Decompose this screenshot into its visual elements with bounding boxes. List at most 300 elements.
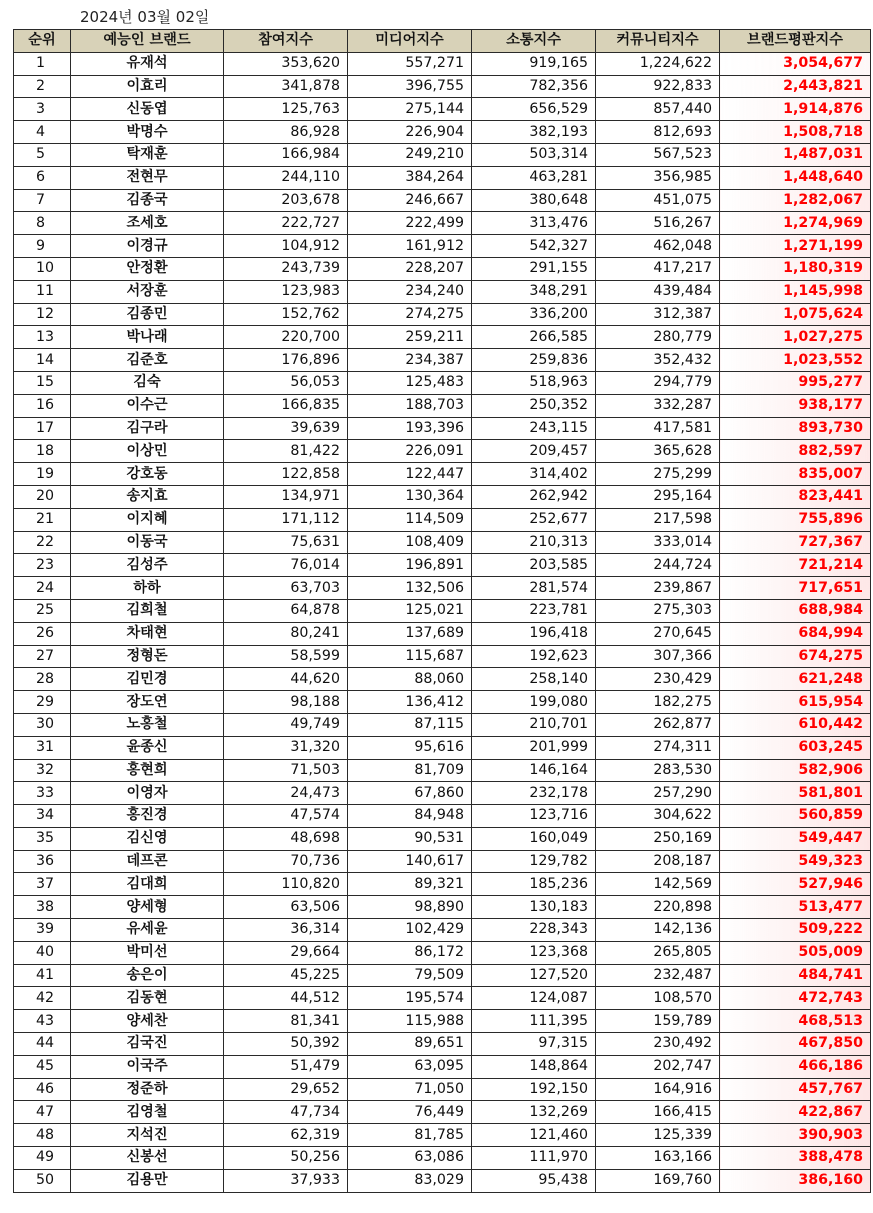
- name-cell: 이경규: [71, 235, 224, 258]
- community-cell: 857,440: [596, 98, 720, 121]
- rank-cell: 38: [14, 896, 71, 919]
- participation-cell: 56,053: [224, 371, 348, 394]
- participation-cell: 353,620: [224, 52, 348, 75]
- table-row: [14, 98, 871, 121]
- communication-cell: 228,343: [472, 919, 596, 942]
- communication-cell: 192,150: [472, 1078, 596, 1101]
- brand-reputation-table: [13, 29, 871, 1193]
- participation-cell: 44,512: [224, 987, 348, 1010]
- brand-score-cell: 755,896: [720, 508, 871, 531]
- header-media-index: 미디어지수: [348, 30, 472, 53]
- name-cell: 정형돈: [71, 645, 224, 668]
- communication-cell: 348,291: [472, 280, 596, 303]
- name-cell: 이상민: [71, 440, 224, 463]
- rank-cell: 7: [14, 189, 71, 212]
- media-cell: 122,447: [348, 463, 472, 486]
- communication-cell: 262,942: [472, 485, 596, 508]
- table-row: [14, 691, 871, 714]
- table-row: [14, 52, 871, 75]
- rank-cell: 15: [14, 371, 71, 394]
- brand-score-cell: 615,954: [720, 691, 871, 714]
- community-cell: 257,290: [596, 782, 720, 805]
- participation-cell: 122,858: [224, 463, 348, 486]
- brand-score-cell: 621,248: [720, 668, 871, 691]
- table-row: [14, 713, 871, 736]
- brand-score-cell: 835,007: [720, 463, 871, 486]
- name-cell: 김민경: [71, 668, 224, 691]
- media-cell: 63,095: [348, 1055, 472, 1078]
- rank-cell: 45: [14, 1055, 71, 1078]
- brand-score-cell: 390,903: [720, 1124, 871, 1147]
- name-cell: 김희철: [71, 599, 224, 622]
- table-row: [14, 896, 871, 919]
- brand-score-cell: 549,447: [720, 827, 871, 850]
- table-row: [14, 280, 871, 303]
- community-cell: 244,724: [596, 554, 720, 577]
- table-row: [14, 599, 871, 622]
- brand-score-cell: 1,027,275: [720, 326, 871, 349]
- media-cell: 95,616: [348, 736, 472, 759]
- rank-cell: 1: [14, 52, 71, 75]
- brand-score-cell: 938,177: [720, 394, 871, 417]
- participation-cell: 71,503: [224, 759, 348, 782]
- community-cell: 182,275: [596, 691, 720, 714]
- participation-cell: 104,912: [224, 235, 348, 258]
- table-row: [14, 759, 871, 782]
- community-cell: 439,484: [596, 280, 720, 303]
- table-row: [14, 1169, 871, 1192]
- rank-cell: 20: [14, 485, 71, 508]
- media-cell: 125,021: [348, 599, 472, 622]
- name-cell: 이효리: [71, 75, 224, 98]
- rank-cell: 43: [14, 1010, 71, 1033]
- brand-score-cell: 1,508,718: [720, 121, 871, 144]
- brand-score-cell: 505,009: [720, 941, 871, 964]
- media-cell: 89,321: [348, 873, 472, 896]
- community-cell: 142,569: [596, 873, 720, 896]
- community-cell: 169,760: [596, 1169, 720, 1192]
- media-cell: 226,091: [348, 440, 472, 463]
- communication-cell: 281,574: [472, 577, 596, 600]
- table-row: [14, 964, 871, 987]
- media-cell: 234,240: [348, 280, 472, 303]
- header-participation-index: 참여지수: [224, 30, 348, 53]
- table-row: [14, 554, 871, 577]
- name-cell: 김영철: [71, 1101, 224, 1124]
- community-cell: 567,523: [596, 143, 720, 166]
- media-cell: 87,115: [348, 713, 472, 736]
- participation-cell: 47,734: [224, 1101, 348, 1124]
- table-body: [14, 52, 871, 1192]
- communication-cell: 201,999: [472, 736, 596, 759]
- media-cell: 125,483: [348, 371, 472, 394]
- media-cell: 222,499: [348, 212, 472, 235]
- media-cell: 274,275: [348, 303, 472, 326]
- table-row: [14, 508, 871, 531]
- community-cell: 163,166: [596, 1147, 720, 1170]
- participation-cell: 176,896: [224, 349, 348, 372]
- media-cell: 71,050: [348, 1078, 472, 1101]
- rank-cell: 2: [14, 75, 71, 98]
- table-row: [14, 440, 871, 463]
- community-cell: 250,169: [596, 827, 720, 850]
- name-cell: 홍진경: [71, 805, 224, 828]
- participation-cell: 244,110: [224, 166, 348, 189]
- name-cell: 지석진: [71, 1124, 224, 1147]
- participation-cell: 75,631: [224, 531, 348, 554]
- participation-cell: 166,984: [224, 143, 348, 166]
- table-row: [14, 987, 871, 1010]
- community-cell: 265,805: [596, 941, 720, 964]
- name-cell: 노홍철: [71, 713, 224, 736]
- brand-score-cell: 1,180,319: [720, 257, 871, 280]
- participation-cell: 36,314: [224, 919, 348, 942]
- media-cell: 76,449: [348, 1101, 472, 1124]
- brand-score-cell: 560,859: [720, 805, 871, 828]
- table-row: [14, 1033, 871, 1056]
- table-row: [14, 235, 871, 258]
- participation-cell: 64,878: [224, 599, 348, 622]
- brand-score-cell: 472,743: [720, 987, 871, 1010]
- table-row: [14, 622, 871, 645]
- rank-cell: 24: [14, 577, 71, 600]
- rank-cell: 16: [14, 394, 71, 417]
- table-row: [14, 463, 871, 486]
- community-cell: 125,339: [596, 1124, 720, 1147]
- media-cell: 81,709: [348, 759, 472, 782]
- communication-cell: 503,314: [472, 143, 596, 166]
- table-row: [14, 1101, 871, 1124]
- brand-score-cell: 893,730: [720, 417, 871, 440]
- brand-score-cell: 684,994: [720, 622, 871, 645]
- table-header-row: [14, 30, 871, 53]
- media-cell: 137,689: [348, 622, 472, 645]
- rank-cell: 36: [14, 850, 71, 873]
- community-cell: 516,267: [596, 212, 720, 235]
- name-cell: 김종국: [71, 189, 224, 212]
- table-row: [14, 827, 871, 850]
- communication-cell: 656,529: [472, 98, 596, 121]
- media-cell: 140,617: [348, 850, 472, 873]
- rank-cell: 9: [14, 235, 71, 258]
- header-community-index: 커뮤니티지수: [596, 30, 720, 53]
- name-cell: 차태현: [71, 622, 224, 645]
- name-cell: 김구라: [71, 417, 224, 440]
- brand-score-cell: 466,186: [720, 1055, 871, 1078]
- participation-cell: 220,700: [224, 326, 348, 349]
- participation-cell: 134,971: [224, 485, 348, 508]
- table-row: [14, 850, 871, 873]
- rank-cell: 31: [14, 736, 71, 759]
- community-cell: 164,916: [596, 1078, 720, 1101]
- communication-cell: 209,457: [472, 440, 596, 463]
- media-cell: 83,029: [348, 1169, 472, 1192]
- media-cell: 79,509: [348, 964, 472, 987]
- participation-cell: 39,639: [224, 417, 348, 440]
- brand-score-cell: 995,277: [720, 371, 871, 394]
- brand-score-cell: 1,274,969: [720, 212, 871, 235]
- community-cell: 202,747: [596, 1055, 720, 1078]
- name-cell: 신동엽: [71, 98, 224, 121]
- community-cell: 232,487: [596, 964, 720, 987]
- media-cell: 98,890: [348, 896, 472, 919]
- participation-cell: 171,112: [224, 508, 348, 531]
- communication-cell: 124,087: [472, 987, 596, 1010]
- name-cell: 전현무: [71, 166, 224, 189]
- communication-cell: 380,648: [472, 189, 596, 212]
- brand-score-cell: 603,245: [720, 736, 871, 759]
- community-cell: 1,224,622: [596, 52, 720, 75]
- communication-cell: 185,236: [472, 873, 596, 896]
- participation-cell: 29,664: [224, 941, 348, 964]
- community-cell: 108,570: [596, 987, 720, 1010]
- table-row: [14, 805, 871, 828]
- header-rank: 순위: [14, 30, 71, 53]
- table-row: [14, 371, 871, 394]
- rank-cell: 23: [14, 554, 71, 577]
- table-row: [14, 1124, 871, 1147]
- media-cell: 114,509: [348, 508, 472, 531]
- name-cell: 정준하: [71, 1078, 224, 1101]
- table-row: [14, 417, 871, 440]
- community-cell: 262,877: [596, 713, 720, 736]
- communication-cell: 146,164: [472, 759, 596, 782]
- community-cell: 304,622: [596, 805, 720, 828]
- media-cell: 161,912: [348, 235, 472, 258]
- table-row: [14, 121, 871, 144]
- table-row: [14, 326, 871, 349]
- communication-cell: 250,352: [472, 394, 596, 417]
- brand-score-cell: 721,214: [720, 554, 871, 577]
- rank-cell: 40: [14, 941, 71, 964]
- communication-cell: 97,315: [472, 1033, 596, 1056]
- media-cell: 67,860: [348, 782, 472, 805]
- header-communication-index: 소통지수: [472, 30, 596, 53]
- media-cell: 228,207: [348, 257, 472, 280]
- name-cell: 데프콘: [71, 850, 224, 873]
- media-cell: 195,574: [348, 987, 472, 1010]
- communication-cell: 129,782: [472, 850, 596, 873]
- name-cell: 하하: [71, 577, 224, 600]
- brand-score-cell: 422,867: [720, 1101, 871, 1124]
- brand-score-cell: 717,651: [720, 577, 871, 600]
- table-row: [14, 645, 871, 668]
- participation-cell: 86,928: [224, 121, 348, 144]
- participation-cell: 37,933: [224, 1169, 348, 1192]
- media-cell: 275,144: [348, 98, 472, 121]
- community-cell: 283,530: [596, 759, 720, 782]
- participation-cell: 341,878: [224, 75, 348, 98]
- name-cell: 박명수: [71, 121, 224, 144]
- brand-score-cell: 823,441: [720, 485, 871, 508]
- communication-cell: 258,140: [472, 668, 596, 691]
- community-cell: 275,299: [596, 463, 720, 486]
- community-cell: 451,075: [596, 189, 720, 212]
- participation-cell: 110,820: [224, 873, 348, 896]
- community-cell: 275,303: [596, 599, 720, 622]
- community-cell: 280,779: [596, 326, 720, 349]
- name-cell: 장도연: [71, 691, 224, 714]
- communication-cell: 223,781: [472, 599, 596, 622]
- participation-cell: 63,506: [224, 896, 348, 919]
- rank-cell: 5: [14, 143, 71, 166]
- name-cell: 이동국: [71, 531, 224, 554]
- rank-cell: 18: [14, 440, 71, 463]
- rank-cell: 30: [14, 713, 71, 736]
- communication-cell: 160,049: [472, 827, 596, 850]
- rank-cell: 49: [14, 1147, 71, 1170]
- participation-cell: 50,256: [224, 1147, 348, 1170]
- rank-cell: 21: [14, 508, 71, 531]
- rank-cell: 29: [14, 691, 71, 714]
- brand-score-cell: 509,222: [720, 919, 871, 942]
- communication-cell: 252,677: [472, 508, 596, 531]
- participation-cell: 49,749: [224, 713, 348, 736]
- community-cell: 333,014: [596, 531, 720, 554]
- media-cell: 246,667: [348, 189, 472, 212]
- name-cell: 탁재훈: [71, 143, 224, 166]
- name-cell: 송은이: [71, 964, 224, 987]
- brand-score-cell: 513,477: [720, 896, 871, 919]
- communication-cell: 463,281: [472, 166, 596, 189]
- brand-score-cell: 1,075,624: [720, 303, 871, 326]
- rank-cell: 14: [14, 349, 71, 372]
- rank-cell: 27: [14, 645, 71, 668]
- media-cell: 86,172: [348, 941, 472, 964]
- participation-cell: 125,763: [224, 98, 348, 121]
- brand-score-cell: 581,801: [720, 782, 871, 805]
- name-cell: 양세찬: [71, 1010, 224, 1033]
- media-cell: 188,703: [348, 394, 472, 417]
- community-cell: 270,645: [596, 622, 720, 645]
- rank-cell: 6: [14, 166, 71, 189]
- community-cell: 208,187: [596, 850, 720, 873]
- brand-score-cell: 467,850: [720, 1033, 871, 1056]
- community-cell: 812,693: [596, 121, 720, 144]
- community-cell: 417,217: [596, 257, 720, 280]
- table-row: [14, 75, 871, 98]
- communication-cell: 123,716: [472, 805, 596, 828]
- table-row: [14, 577, 871, 600]
- community-cell: 274,311: [596, 736, 720, 759]
- rank-cell: 44: [14, 1033, 71, 1056]
- brand-score-cell: 1,145,998: [720, 280, 871, 303]
- media-cell: 130,364: [348, 485, 472, 508]
- name-cell: 박나래: [71, 326, 224, 349]
- communication-cell: 199,080: [472, 691, 596, 714]
- name-cell: 김종민: [71, 303, 224, 326]
- header-brand-reputation-index: 브랜드평판지수: [720, 30, 871, 53]
- media-cell: 132,506: [348, 577, 472, 600]
- community-cell: 142,136: [596, 919, 720, 942]
- brand-score-cell: 457,767: [720, 1078, 871, 1101]
- community-cell: 295,164: [596, 485, 720, 508]
- table-row: [14, 1010, 871, 1033]
- name-cell: 이국주: [71, 1055, 224, 1078]
- communication-cell: 111,395: [472, 1010, 596, 1033]
- name-cell: 박미선: [71, 941, 224, 964]
- participation-cell: 58,599: [224, 645, 348, 668]
- brand-score-cell: 1,271,199: [720, 235, 871, 258]
- report-date: 2024년 03월 02일: [80, 8, 210, 26]
- participation-cell: 44,620: [224, 668, 348, 691]
- participation-cell: 81,422: [224, 440, 348, 463]
- communication-cell: 203,585: [472, 554, 596, 577]
- name-cell: 윤종신: [71, 736, 224, 759]
- table-row: [14, 166, 871, 189]
- communication-cell: 259,836: [472, 349, 596, 372]
- table-row: [14, 303, 871, 326]
- participation-cell: 24,473: [224, 782, 348, 805]
- media-cell: 384,264: [348, 166, 472, 189]
- rank-cell: 4: [14, 121, 71, 144]
- table-row: [14, 782, 871, 805]
- brand-score-cell: 1,448,640: [720, 166, 871, 189]
- participation-cell: 62,319: [224, 1124, 348, 1147]
- brand-score-cell: 727,367: [720, 531, 871, 554]
- participation-cell: 63,703: [224, 577, 348, 600]
- name-cell: 유세윤: [71, 919, 224, 942]
- community-cell: 417,581: [596, 417, 720, 440]
- participation-cell: 243,739: [224, 257, 348, 280]
- community-cell: 166,415: [596, 1101, 720, 1124]
- brand-score-cell: 674,275: [720, 645, 871, 668]
- participation-cell: 123,983: [224, 280, 348, 303]
- name-cell: 안정환: [71, 257, 224, 280]
- brand-score-cell: 1,914,876: [720, 98, 871, 121]
- communication-cell: 782,356: [472, 75, 596, 98]
- media-cell: 81,785: [348, 1124, 472, 1147]
- community-cell: 159,789: [596, 1010, 720, 1033]
- media-cell: 108,409: [348, 531, 472, 554]
- header-entertainer-brand: 예능인 브랜드: [71, 30, 224, 53]
- rank-cell: 12: [14, 303, 71, 326]
- media-cell: 136,412: [348, 691, 472, 714]
- participation-cell: 50,392: [224, 1033, 348, 1056]
- participation-cell: 222,727: [224, 212, 348, 235]
- participation-cell: 81,341: [224, 1010, 348, 1033]
- community-cell: 312,387: [596, 303, 720, 326]
- rank-cell: 19: [14, 463, 71, 486]
- rank-cell: 10: [14, 257, 71, 280]
- rank-cell: 34: [14, 805, 71, 828]
- name-cell: 서장훈: [71, 280, 224, 303]
- rank-cell: 47: [14, 1101, 71, 1124]
- participation-cell: 47,574: [224, 805, 348, 828]
- communication-cell: 243,115: [472, 417, 596, 440]
- rank-cell: 39: [14, 919, 71, 942]
- table-row: [14, 143, 871, 166]
- media-cell: 193,396: [348, 417, 472, 440]
- table-row: [14, 668, 871, 691]
- communication-cell: 266,585: [472, 326, 596, 349]
- communication-cell: 132,269: [472, 1101, 596, 1124]
- rank-cell: 3: [14, 98, 71, 121]
- brand-score-cell: 1,487,031: [720, 143, 871, 166]
- participation-cell: 45,225: [224, 964, 348, 987]
- name-cell: 김준호: [71, 349, 224, 372]
- brand-score-cell: 688,984: [720, 599, 871, 622]
- community-cell: 922,833: [596, 75, 720, 98]
- media-cell: 102,429: [348, 919, 472, 942]
- rank-cell: 22: [14, 531, 71, 554]
- rank-cell: 25: [14, 599, 71, 622]
- media-cell: 63,086: [348, 1147, 472, 1170]
- participation-cell: 98,188: [224, 691, 348, 714]
- rank-cell: 8: [14, 212, 71, 235]
- community-cell: 230,492: [596, 1033, 720, 1056]
- name-cell: 김동현: [71, 987, 224, 1010]
